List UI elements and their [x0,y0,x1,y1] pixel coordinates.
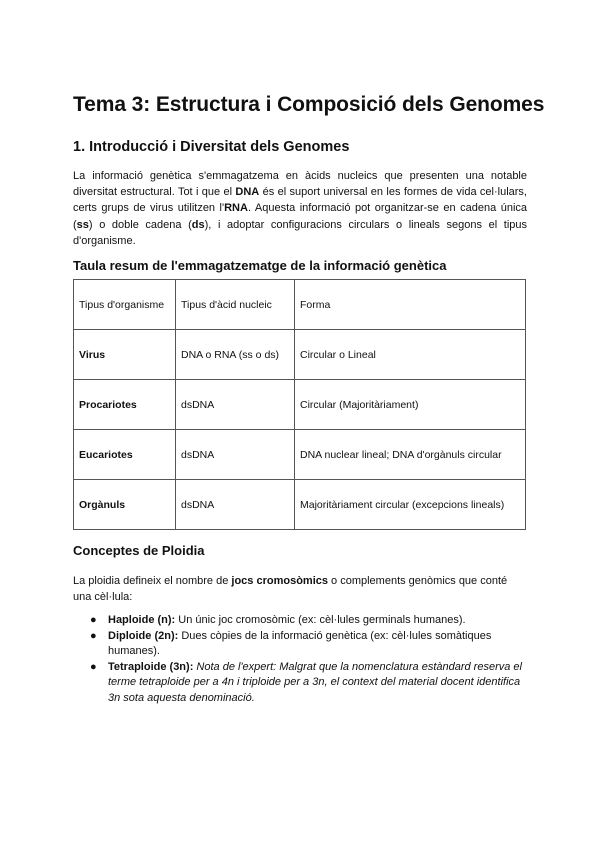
list-item-term: Haploide (n): [108,614,176,626]
ploidy-definition [73,573,527,605]
table-cell: DNA nuclear lineal; DNA d'orgànuls circular [295,430,526,480]
table-cell: Circular o Lineal [295,330,526,380]
list-item [73,660,527,707]
genome-storage-table [73,279,526,530]
table-header-cell: Tipus d'àcid nucleic [176,280,295,330]
ploidy-def-text-2: o complements genòmics que conté una cèl·lula: [73,575,508,603]
table-header-cell: Forma [295,280,526,330]
table-cell: Procariotes [74,380,176,430]
ploidy-heading: Conceptes de Ploidia [73,543,205,558]
list-item-term: Diploide (2n): [108,629,179,642]
ploidy-def-bold: jocs cromosòmics [231,575,328,587]
intro-text-2: és el suport universal en les formes de vida cel·lulars, certs grups de virus utilitzen l' [73,186,527,215]
intro-dna: DNA [235,186,260,199]
list-item [73,613,527,629]
intro-rna: RNA [224,202,248,215]
table-header-row [74,280,526,330]
intro-text-5: ), i adoptar configuracions circulars o lineals segons el tipus d'organisme. [73,218,527,247]
bullet-icon: ● [90,614,97,626]
table-cell: DNA o RNA (ss o ds) [176,330,295,380]
table-row [74,430,526,480]
bullet-icon: ● [90,660,97,673]
intro-ds: ds [191,218,205,231]
table-cell: dsDNA [176,380,295,430]
table-cell: Eucariotes [74,430,176,480]
table-row [74,480,526,530]
table-cell: Circular (Majoritàriament) [295,380,526,430]
list-item-term: Tetraploide (3n): [108,660,194,673]
table-row [74,330,526,380]
section-heading: 1. Introducció i Diversitat dels Genomes [73,139,350,155]
intro-ss: ss [76,218,89,231]
list-item-note: Nota de l'expert: Malgrat que la nomenclatura estàndard reserva el terme tetraploide per a 4n i triploide per a 3n, el context del material docent identifica 3n sota aquesta denominació. [108,660,522,704]
table-cell: Orgànuls [74,480,176,530]
table-header-cell: Tipus d'organisme [74,280,176,330]
table-cell: Virus [74,330,176,380]
intro-paragraph [73,168,527,249]
table-row [74,380,526,430]
list-item-desc: Dues còpies de la informació genètica (ex: cèl·lules somàtiques humanes). [108,629,492,657]
ploidy-def-text-1: La ploidia defineix el nombre de [73,575,232,587]
table-cell: dsDNA [176,430,295,480]
ploidy-list [73,613,527,706]
list-item-desc: Un únic joc cromosòmic (ex: cèl·lules germinals humanes). [175,614,466,626]
intro-text-1: La informació genètica s'emmagatzema en àcids nucleics que presenten una notable diversitat estructural. Tot i que el [73,170,527,199]
intro-text-4: ) o doble cadena ( [88,218,192,231]
table-cell: Majoritàriament circular (excepcions lineals) [295,480,526,530]
page-title: Tema 3: Estructura i Composició dels Genomes [73,93,545,116]
list-item [73,629,527,660]
table-cell: dsDNA [176,480,295,530]
table-title: Taula resum de l'emmagatzematge de la informació genètica [73,258,447,273]
bullet-icon: ● [90,629,97,642]
intro-text-3: . Aquesta informació pot organitzar-se en cadena única ( [73,202,527,231]
